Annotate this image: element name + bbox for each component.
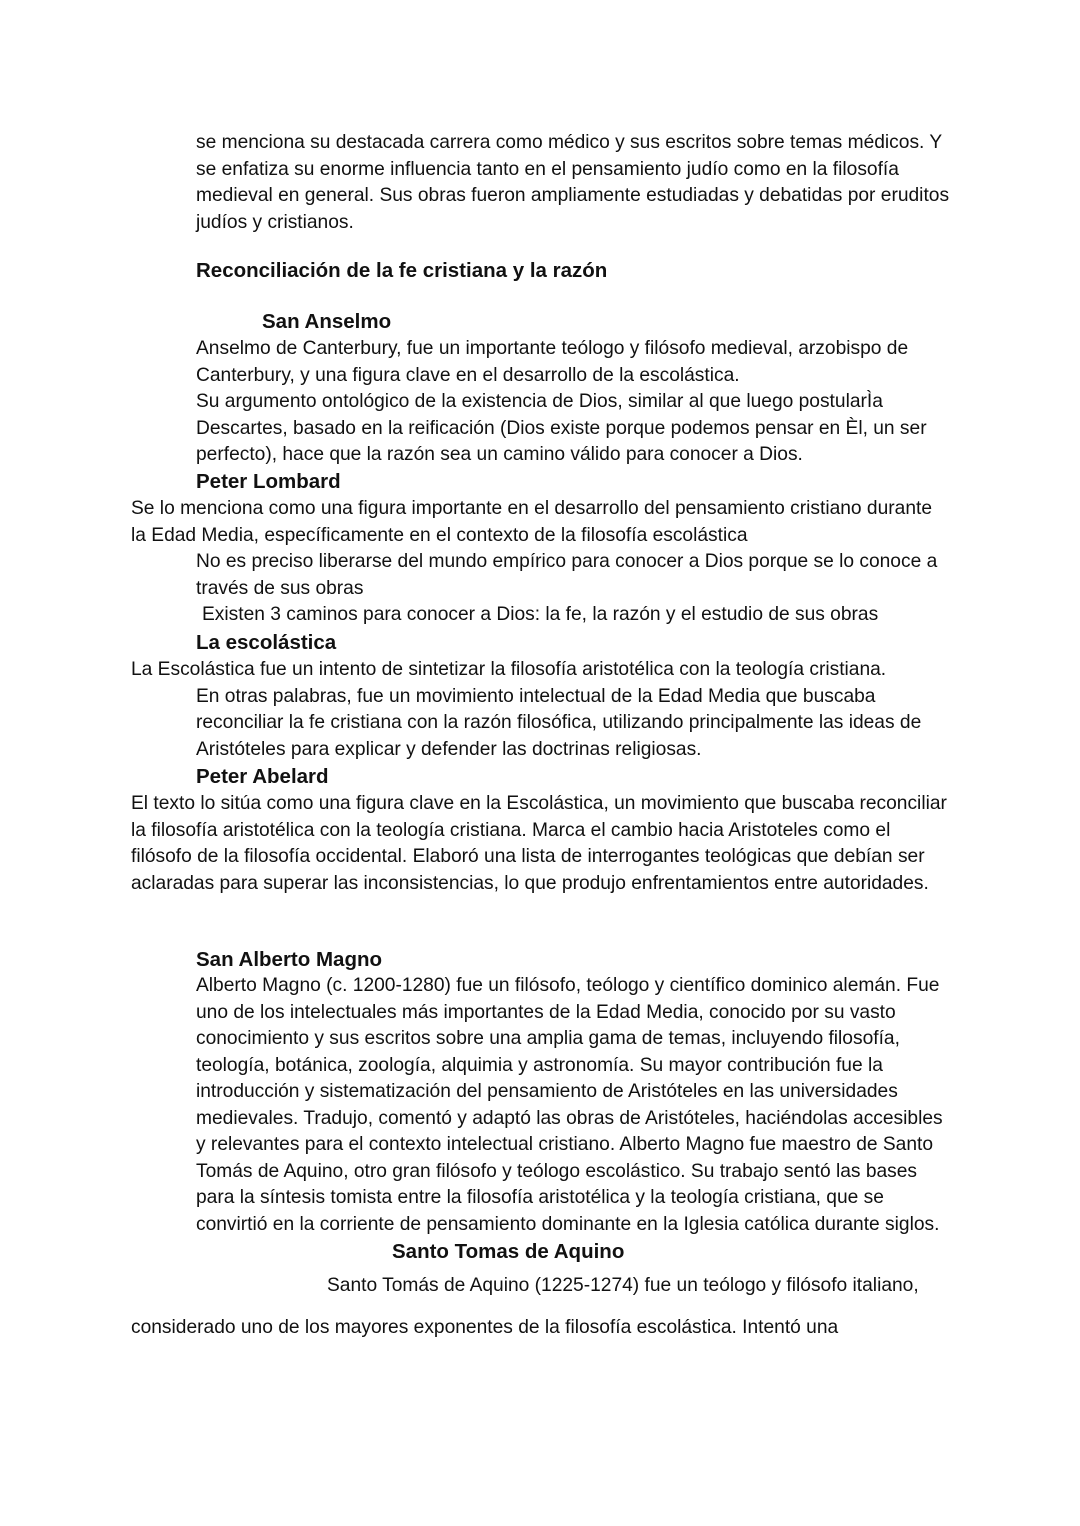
escolastica-paragraph-1: La Escolástica fue un intento de sintetizar la filosofía aristotélica con la teología cristiana. — [131, 659, 887, 680]
heading-la-escolastica: La escolástica — [196, 631, 337, 654]
heading-san-alberto-magno: San Alberto Magno — [196, 948, 383, 971]
heading-santo-tomas-de-aquino: Santo Tomas de Aquino — [392, 1240, 625, 1263]
lombard-body — [131, 496, 951, 629]
aquino-paragraph-1: Santo Tomás de Aquino (1225-1274) fue un teólogo y filósofo italiano, — [327, 1275, 919, 1296]
section-title: Reconciliación de la fe cristiana y la razón — [196, 259, 608, 282]
abelard-paragraph-1: El texto lo sitúa como una figura clave en la Escolástica, un movimiento que buscaba reconciliar la filosofía aristotélica con la teología cristiana. Marca el cambio hacia Aristoteles como el filósofo de la filosofía occidental. Elaboró una lista de interrogantes teológicas que debían ser aclaradas para superar las inconsistencias, lo que produjo enfrentamientos entre autoridades. — [131, 793, 947, 894]
lombard-paragraph-2: No es preciso liberarse del mundo empírico para conocer a Dios porque se lo conoce a través de sus obras — [196, 551, 938, 599]
escolastica-paragraph-2: En otras palabras, fue un movimiento intelectual de la Edad Media que buscaba reconciliar la fe cristiana con la razón filosófica, utilizando principalmente las ideas de Aristóteles para explicar y defender las doctrinas religiosas. — [196, 685, 922, 760]
abelard-body — [131, 791, 951, 897]
heading-peter-abelard: Peter Abelard — [196, 765, 329, 788]
aquino-line-2 — [131, 1315, 951, 1342]
anselmo-paragraph-1: Anselmo de Canterbury, fue un importante teólogo y filósofo medieval, arzobispo de Canterbury, y una figura clave en el desarrollo de la escolástica. — [196, 338, 909, 386]
heading-peter-lombard: Peter Lombard — [196, 470, 341, 493]
alberto-body — [131, 973, 951, 1238]
anselmo-paragraph-2: Su argumento ontológico de la existencia de Dios, similar al que luego postularÌa Descartes, basado en la reificación (Dios existe porque podemos pensar en Èl, un ser perfecto), hace que la razón sea un camino válido para conocer a Dios. — [196, 391, 927, 465]
aquino-line-1 — [327, 1273, 967, 1300]
intro-text: se menciona su destacada carrera como médico y sus escritos sobre temas médicos. Y se enfatiza su enorme influencia tanto en el pensamiento judío como en la filosofía medieval en general. Sus obras fueron ampliamente estudiadas y debatidas por eruditos judíos y cristianos. — [196, 132, 950, 233]
lombard-paragraph-3: Existen 3 caminos para conocer a Dios: la fe, la razón y el estudio de sus obras — [202, 604, 879, 625]
aquino-paragraph-2: considerado uno de los mayores exponentes de la filosofía escolástica. Intentó una — [131, 1317, 839, 1338]
heading-san-anselmo: San Anselmo — [262, 310, 392, 333]
anselmo-body — [131, 336, 951, 469]
intro-paragraph — [196, 130, 956, 236]
lombard-paragraph-1: Se lo menciona como una figura importante en el desarrollo del pensamiento cristiano durante la Edad Media, específicamente en el contexto de la filosofía escolástica — [131, 498, 933, 546]
alberto-paragraph-1: Alberto Magno (c. 1200-1280) fue un filósofo, teólogo y científico dominico alemán. Fue uno de los intelectuales más importantes de la Edad Media, conocido por su vasto conocimiento y sus escritos sobre una amplia gama de temas, incluyendo filosofía, teología, botánica, zoología, alquimia y astronomía. Su mayor contribución fue la introducción y sistematización del pensamiento de Aristóteles en las universidades medievales. Tradujo, comentó y adaptó las obras de Aristóteles, haciéndolas accesibles y relevantes para el contexto intelectual cristiano. Alberto Magno fue maestro de Santo Tomás de Aquino, otro gran filósofo y teólogo escolástico. Su trabajo sentó las bases para la síntesis tomista entre la filosofía aristotélica y la teología cristiana, que se convirtió en la corriente de pensamiento dominante en la Iglesia católica durante siglos. — [196, 975, 943, 1235]
escolastica-body — [131, 657, 951, 763]
